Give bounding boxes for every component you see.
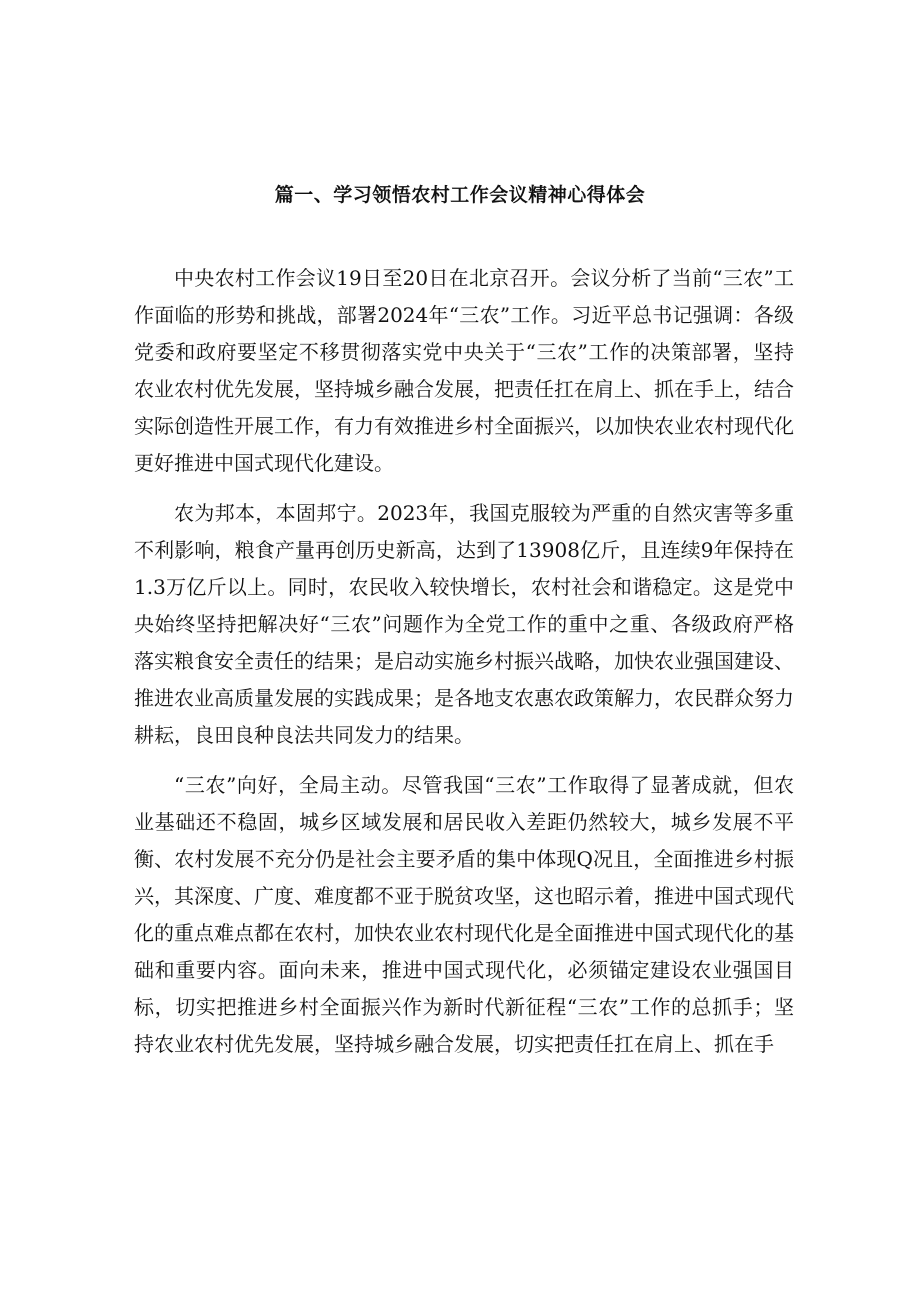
paragraph-1: 中央农村工作会议19日至20日在北京召开。会议分析了当前“三农”工作面临的形势和挑战，部署2024年“三农”工作。习近平总书记强调：各级党委和政府要坚定不移贯彻落实党中央关于“三农”工作的决策部署，坚持农业农村优先发展，坚持城乡融合发展，把责任扛在肩上、抓在手上，结合实际创造性开展工作，有力有效推进乡村全面振兴，以加快农业农村现代化更好推进中国式现代化建设。 (134, 266, 794, 475)
paragraph-2: 农为邦本，本固邦宁。2023年，我国克服较为严重的自然灾害等多重不利影响，粮食产量再创历史新高，达到了13908亿斤，且连续9年保持在1.3万亿斤以上。同时，农民收入较快增长，农村社会和谐稳定。这是党中央始终坚持把解决好“三农”问题作为全党工作的重中之重、各级政府严格落实粮食安全责任的结果；是启动实施乡村振兴战略，加快农业强国建设、推进农业高质量发展的实践成果；是各地支农惠农政策解力，农民群众努力耕耘，良田良种良法共同发力的结果。 (134, 501, 794, 747)
paragraph-3: “三农”向好，全局主动。尽管我国“三农”工作取得了显著成就，但农业基础还不稳固，城乡区域发展和居民收入差距仍然较大，城乡发展不平衡、农村发展不充分仍是社会主要矛盾的集中体现Q况且，全面推进乡村振兴，其深度、广度、难度都不亚于脱贫攻坚，这也昭示着，推进中国式现代化的重点难点都在农村，加快农业农村现代化是全面推进中国式现代化的基础和重要内容。面向未来，推进中国式现代化，必须锚定建设农业强国目标，切实把推进乡村全面振兴作为新时代新征程“三农”工作的总抓手；坚持农业农村优先发展，坚持城乡融合发展，切实把责任扛在肩上、抓在手 (134, 773, 794, 1056)
document-title: 篇一、学习领悟农村工作会议精神心得体会 (274, 184, 646, 206)
document-body (134, 260, 794, 1076)
